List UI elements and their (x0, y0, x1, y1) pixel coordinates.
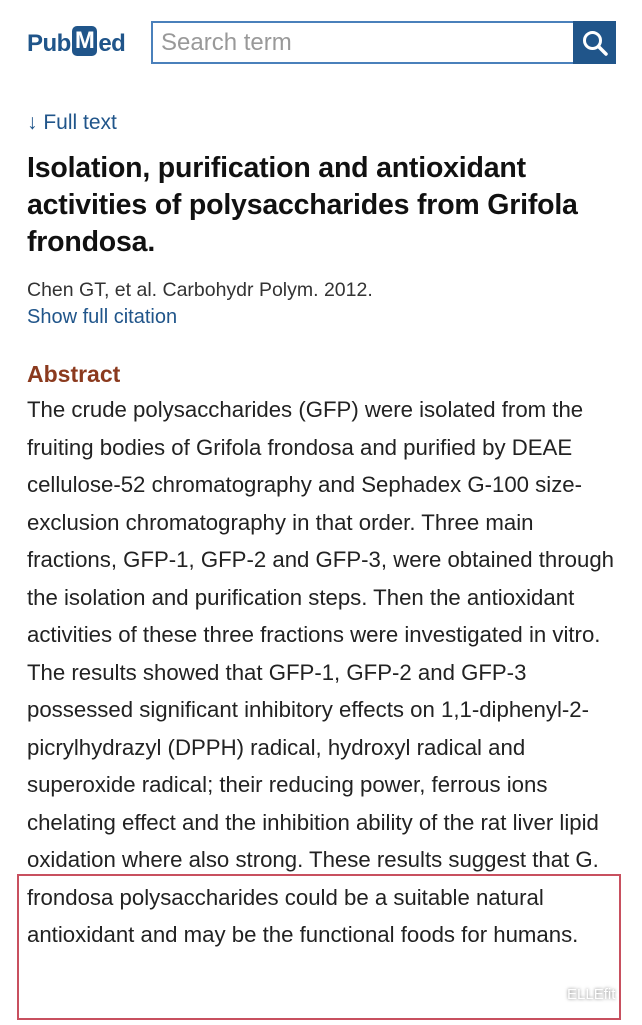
pubmed-logo[interactable] (27, 22, 125, 66)
logo-text-pub: Pub (27, 30, 71, 57)
full-text-link[interactable]: ↓ Full text (27, 111, 117, 134)
show-full-citation-link[interactable]: Show full citation (27, 306, 178, 328)
watermark-label: ELLEfit (567, 986, 616, 1003)
article-content (27, 108, 627, 954)
logo-text-ed: ed (98, 30, 126, 57)
header-bar (0, 0, 642, 80)
search-input[interactable] (151, 21, 582, 64)
abstract-heading: Abstract (27, 361, 121, 387)
logo-badge-m: M (72, 26, 98, 56)
watermark (541, 986, 615, 1003)
wechat-icon (541, 986, 561, 1003)
search-button[interactable] (573, 21, 616, 64)
search-form (151, 21, 616, 64)
search-icon (581, 29, 609, 57)
citation-line: Chen GT, et al. Carbohydr Polym. 2012. (27, 279, 373, 301)
abstract-text: The crude polysaccharides (GFP) were isolated from the fruiting bodies of Grifola frondosa and purified by DEAE cellulose-52 chromatography and Sephadex G-100 size-exclusion chromatography in that order. Three main fractions, GFP-1, GFP-2 and GFP-3, were obtained through the isolation and purification steps. Then the antioxidant activities of these three fractions were investigated in vitro. The results showed that GFP-1, GFP-2 and GFP-3 possessed significant inhibitory effects on 1,1-diphenyl-2-picrylhydrazyl (DPPH) radical, hydroxyl radical and superoxide radical; their reducing power, ferrous ions chelating effect and the inhibition ability of the rat liver lipid oxidation where also strong. These results suggest that G. frondosa polysaccharides could be a suitable natural antioxidant and may be the functional foods for humans. (27, 397, 615, 947)
article-title: Isolation, purification and antioxidant activities of polysaccharides from Grifola frondosa. (27, 152, 578, 258)
